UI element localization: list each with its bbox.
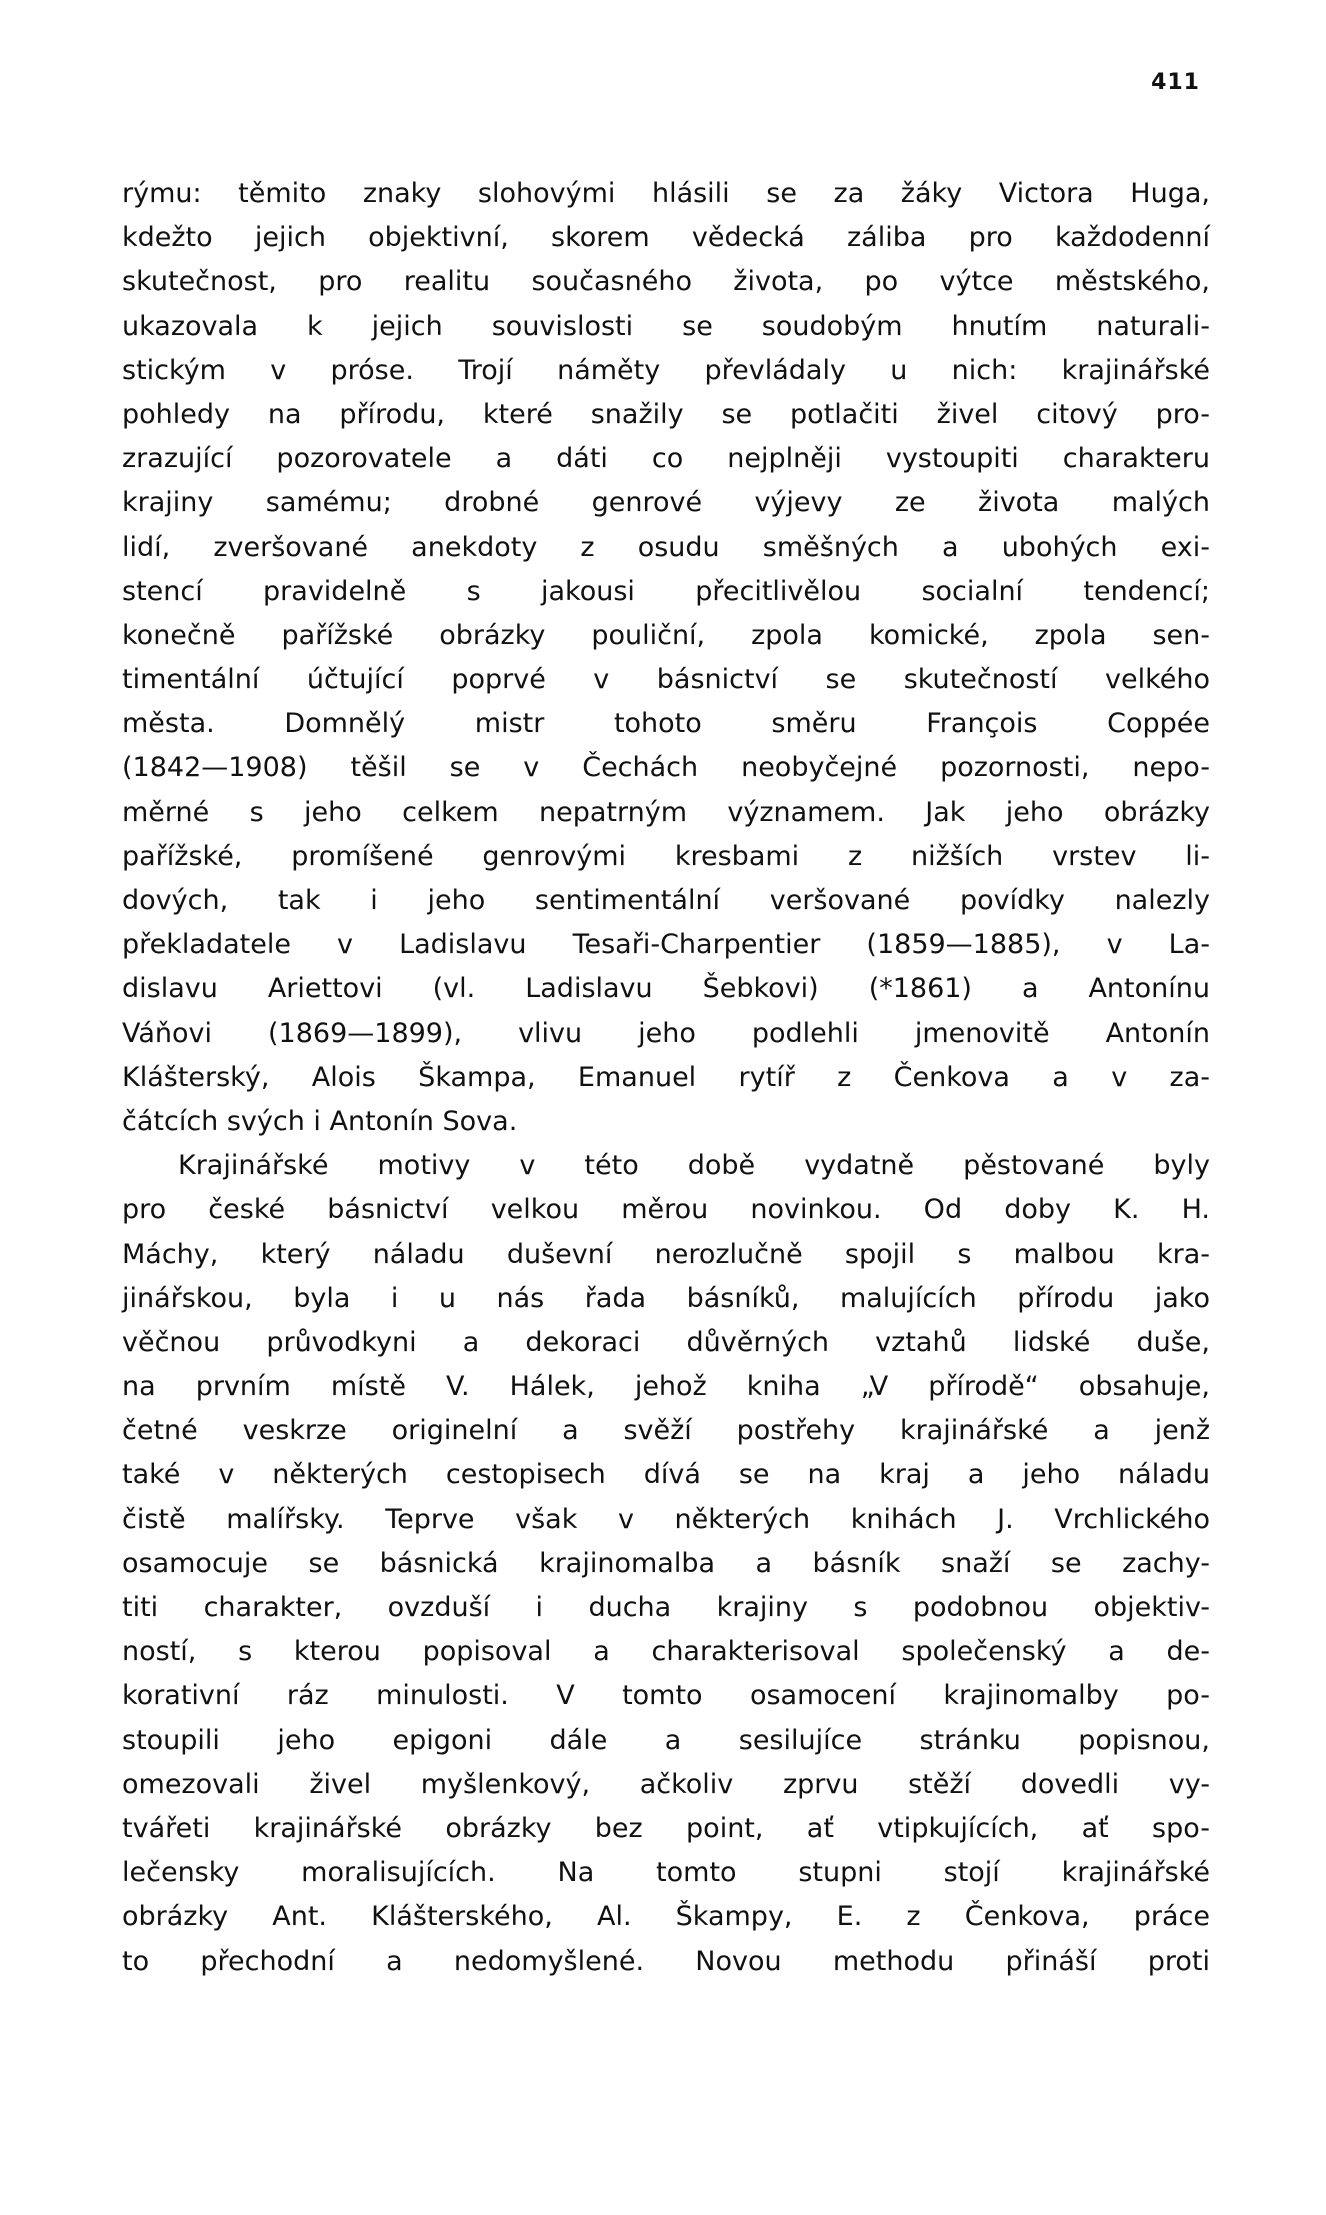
text-line: Váňovi (1869—1899), vlivu jeho podlehli jmenovitě Antonín [122,1017,1210,1049]
text-line: měrné s jeho celkem nepatrným významem. Jak jeho obrázky [122,796,1210,828]
text-line: stickým v próse. Trojí náměty převládaly u nich: krajinářské [122,354,1210,386]
text-line: rýmu: těmito znaky slohovými hlásili se za žáky Victora Huga, [122,178,1210,209]
text-line: korativní ráz minulosti. V tomto osamocení krajinomalby po- [122,1680,1210,1712]
text-line: Máchy, který náladu duševní nerozlučně spojil s malbou kra- [122,1238,1210,1270]
text-line: zrazující pozorovatele a dáti co nejplněji vystoupiti charakteru [122,443,1210,475]
text-line: (1842—1908) těšil se v Čechách neobyčejné pozornosti, nepo- [122,752,1210,784]
text-line: Krajinářské motivy v této době vydatně pěstované byly [178,1150,1210,1182]
text-line: kdežto jejich objektivní, skorem vědecká záliba pro každodenní [122,222,1210,254]
text-line: čátcích svých i Antonín Sova. [122,1105,518,1137]
text-line: dových, tak i jeho sentimentální veršované povídky nalezly [122,885,1210,916]
text-line: také v některých cestopisech dívá se na kraj a jeho náladu [122,1459,1210,1491]
text-line: věčnou průvodkyni a dekoraci důvěrných vztahů lidské duše, [122,1326,1210,1358]
text-line: krajiny samému; drobné genrové výjevy ze života malých [122,487,1210,519]
text-line: dislavu Ariettovi (vl. Ladislavu Šebkovi) (*1861) a Antonínu [122,973,1210,1005]
text-line: tvářeti krajinářské obrázky bez point, ať vtipkujících, ať spo- [122,1812,1210,1844]
text-line: města. Domnělý mistr tohoto směru François Coppée [122,708,1210,740]
text-line: stencí pravidelně s jakousi přecitlivělou socialní tendencí; [122,575,1210,607]
text-line: titi charakter, ovzduší i ducha krajiny s podobnou objektiv- [122,1592,1210,1623]
text-line: ností, s kterou popisoval a charakterisoval společenský a de- [122,1636,1210,1668]
text-line: na prvním místě V. Hálek, jehož kniha „V přírodě“ obsahuje, [122,1371,1210,1403]
text-line: to přechodní a nedomyšlené. Novou methodu přináší proti [122,1945,1210,1977]
text-line: osamocuje se básnická krajinomalba a básník snaží se zachy- [122,1547,1210,1579]
text-line: pro české básnictví velkou měrou novinkou. Od doby K. H. [122,1194,1210,1226]
text-line: ukazovala k jejich souvislosti se soudobým hnutím naturali- [122,310,1210,342]
paragraph-2 [122,1144,1210,1984]
text-line: lečensky moralisujících. Na tomto stupni stojí krajinářské [122,1857,1210,1889]
text-line: skutečnost, pro realitu současného života, po výtce městského, [122,266,1210,298]
text-line: Klášterský, Alois Škampa, Emanuel rytíř z Čenkova a v za- [122,1061,1210,1093]
text-line: jinářskou, byla i u nás řada básníků, malujících přírodu jako [122,1282,1210,1314]
page-number: 411 [1151,70,1200,95]
text-line: obrázky Ant. Klášterského, Al. Škampy, E. z Čenkova, práce [122,1901,1210,1933]
text-line: omezovali živel myšlenkový, ačkoliv zprvu stěží dovedli vy- [122,1768,1210,1800]
text-line: četné veskrze originelní a svěží postřehy krajinářské a jenž [122,1415,1210,1447]
text-line: konečně pařížské obrázky pouliční, zpola komické, zpola sen- [122,619,1210,651]
text-line: lidí, zveršované anekdoty z osudu směšných a ubohých exi- [122,531,1210,563]
text-line: timentální účtující poprvé v básnictví se skutečností velkého [122,664,1210,696]
text-line: pařížské, promíšené genrovými kresbami z nižších vrstev li- [122,840,1210,872]
text-line: překladatele v Ladislavu Tesaři-Charpentier (1859—1885), v La- [122,929,1210,961]
text-line: čistě malířsky. Teprve však v některých knihách J. Vrchlického [122,1503,1210,1535]
text-line: pohledy na přírodu, které snažily se potlačiti živel citový pro- [122,398,1210,430]
paragraph-1 [122,172,1210,1144]
text-line: stoupili jeho epigoni dále a sesilujíce stránku popisnou, [122,1724,1210,1756]
text-body [122,172,1210,1984]
